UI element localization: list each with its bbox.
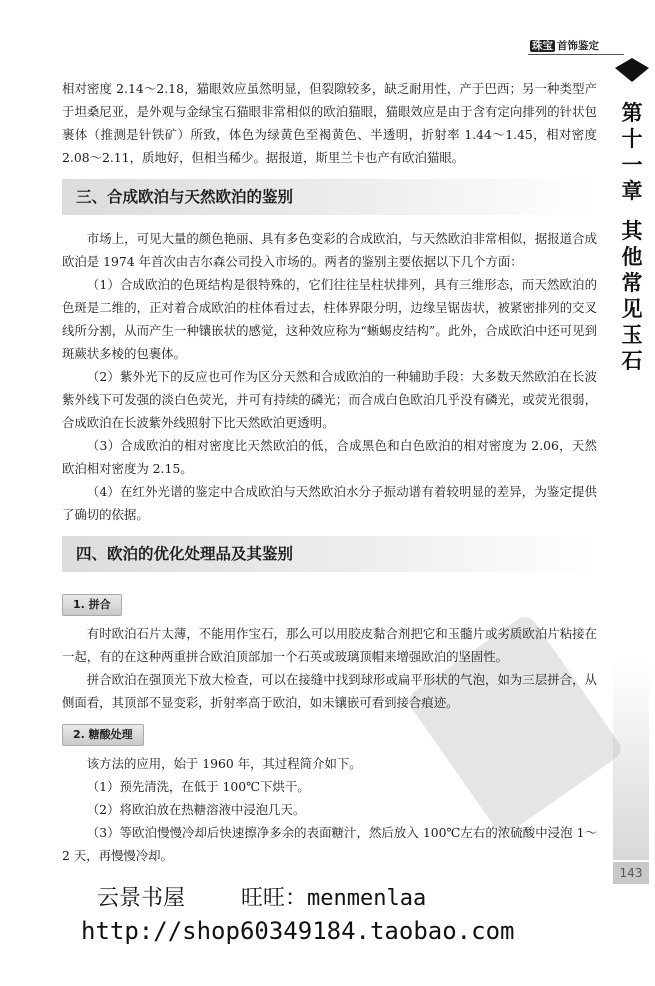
section-3-heading: 三、合成欧泊与天然欧泊的鉴别 [62, 179, 597, 215]
page-number: 143 [613, 862, 649, 884]
subsection-1-heading: 1. 拼合 [62, 594, 122, 616]
title-char: 见 [621, 296, 643, 321]
paragraph: （1）合成欧泊的色斑结构是很特殊的，它们往往呈柱状排列，具有三维形态，而天然欧泊的色斑是二维的，正对着合成欧泊的柱体看过去，柱体界限分明，边缘呈锯齿状，被紧密排列的交叉线所分割，从而产生一种镶嵌状的感觉，这种效应称为“蜥蜴皮结构”。此外，合成欧泊中还可见到斑蕨状多棱的包裹体。 [62, 277, 597, 361]
page-body [62, 77, 597, 867]
paragraph: 拼合欧泊在强顶光下放大检查，可以在接缝中找到球形或扁平形状的气泡，如为三层拼合，从侧面看，其顶部不显变彩，折射率高于欧泊，如未镶嵌可看到接合痕迹。 [62, 672, 597, 710]
section-4-heading: 四、欧泊的优化处理品及其鉴别 [62, 536, 597, 572]
chapter-diamond-top-icon [615, 58, 649, 68]
shop-watermark [81, 884, 605, 948]
header-title: 首饰鉴定 [557, 40, 599, 52]
wangwang-id: 旺旺：menmenlaa [241, 886, 427, 911]
shop-url: http://shop60349184.taobao.com [81, 917, 515, 945]
paragraph: 该方法的应用，始于 1960 年，其过程简介如下。 [86, 756, 362, 771]
chapter-char: 第 [621, 100, 643, 125]
paragraph: 市场上，可见大量的颜色艳丽、具有多色变彩的合成欧泊，与天然欧泊非常相似，据报道合成欧泊是 1974 年首次由吉尔森公司投入市场的。两者的鉴别主要依据以下几个方面： [62, 231, 597, 269]
paragraph: （2）将欧泊放在热糖溶液中浸泡几天。 [86, 802, 306, 817]
chapter-side-title [619, 100, 645, 374]
side-tab-shade [613, 660, 649, 860]
chapter-char: 一 [621, 152, 643, 177]
title-char: 他 [621, 244, 643, 269]
paragraph: （2）紫外光下的反应也可作为区分天然和合成欧泊的一种辅助手段：大多数天然欧泊在长波紫外线下可发强的淡白色荧光，并可有持续的磷光；而合成白色欧泊几乎没有磷光，或荧光很弱，合成欧泊在长波紫外线照射下比天然欧泊更透明。 [62, 369, 597, 430]
shop-name: 云景书屋 [97, 886, 186, 911]
title-char: 石 [621, 348, 643, 373]
paragraph: （1）预先清洗，在低于 100℃下烘干。 [86, 779, 310, 794]
title-char: 其 [621, 218, 643, 243]
paragraph: （3）等欧泊慢慢冷却后快速擦净多余的表面糖汁，然后放入 100℃左右的浓硫酸中浸泡 1～2 天，再慢慢冷却。 [62, 825, 597, 863]
subsection-2-heading: 2. 糖酸处理 [62, 724, 144, 746]
running-header [530, 38, 599, 53]
chapter-diamond-icon [615, 68, 649, 82]
chapter-char: 十 [621, 126, 643, 151]
title-char: 常 [621, 270, 643, 295]
title-char: 玉 [621, 322, 643, 347]
chapter-char: 章 [621, 178, 643, 203]
paragraph: （4）在红外光谱的鉴定中合成欧泊与天然欧泊水分子振动谱有着较明显的差异，为鉴定提供了确切的依据。 [62, 484, 597, 522]
intro-paragraph: 相对密度 2.14～2.18，猫眼效应虽然明显，但裂隙较多，缺乏耐用性，产于巴西；另一种类型产于坦桑尼亚，是外观与金绿宝石猫眼非常相似的欧泊猫眼，猫眼效应是由于含有定向排列的针状包裹体（推测是针铁矿）所致，体色为绿黄色至褐黄色、半透明，折射率 1.44～1.45，相对密度 2.08～2.11，质地好，但相当稀少。据报道，斯里兰卡也产有欧泊猫眼。 [62, 81, 597, 165]
header-badge-icon: 珠宝 [532, 40, 553, 52]
paragraph: 有时欧泊石片太薄，不能用作宝石，那么可以用胶皮黏合剂把它和玉髓片或劣质欧泊片粘接在一起，有的在这种两重拼合欧泊顶部加一个石英或玻璃顶帽来增强欧泊的坚固性。 [62, 626, 597, 664]
paragraph: （3）合成欧泊的相对密度比天然欧泊的低，合成黑色和白色欧泊的相对密度为 2.06，天然欧泊相对密度为 2.15。 [62, 438, 597, 476]
